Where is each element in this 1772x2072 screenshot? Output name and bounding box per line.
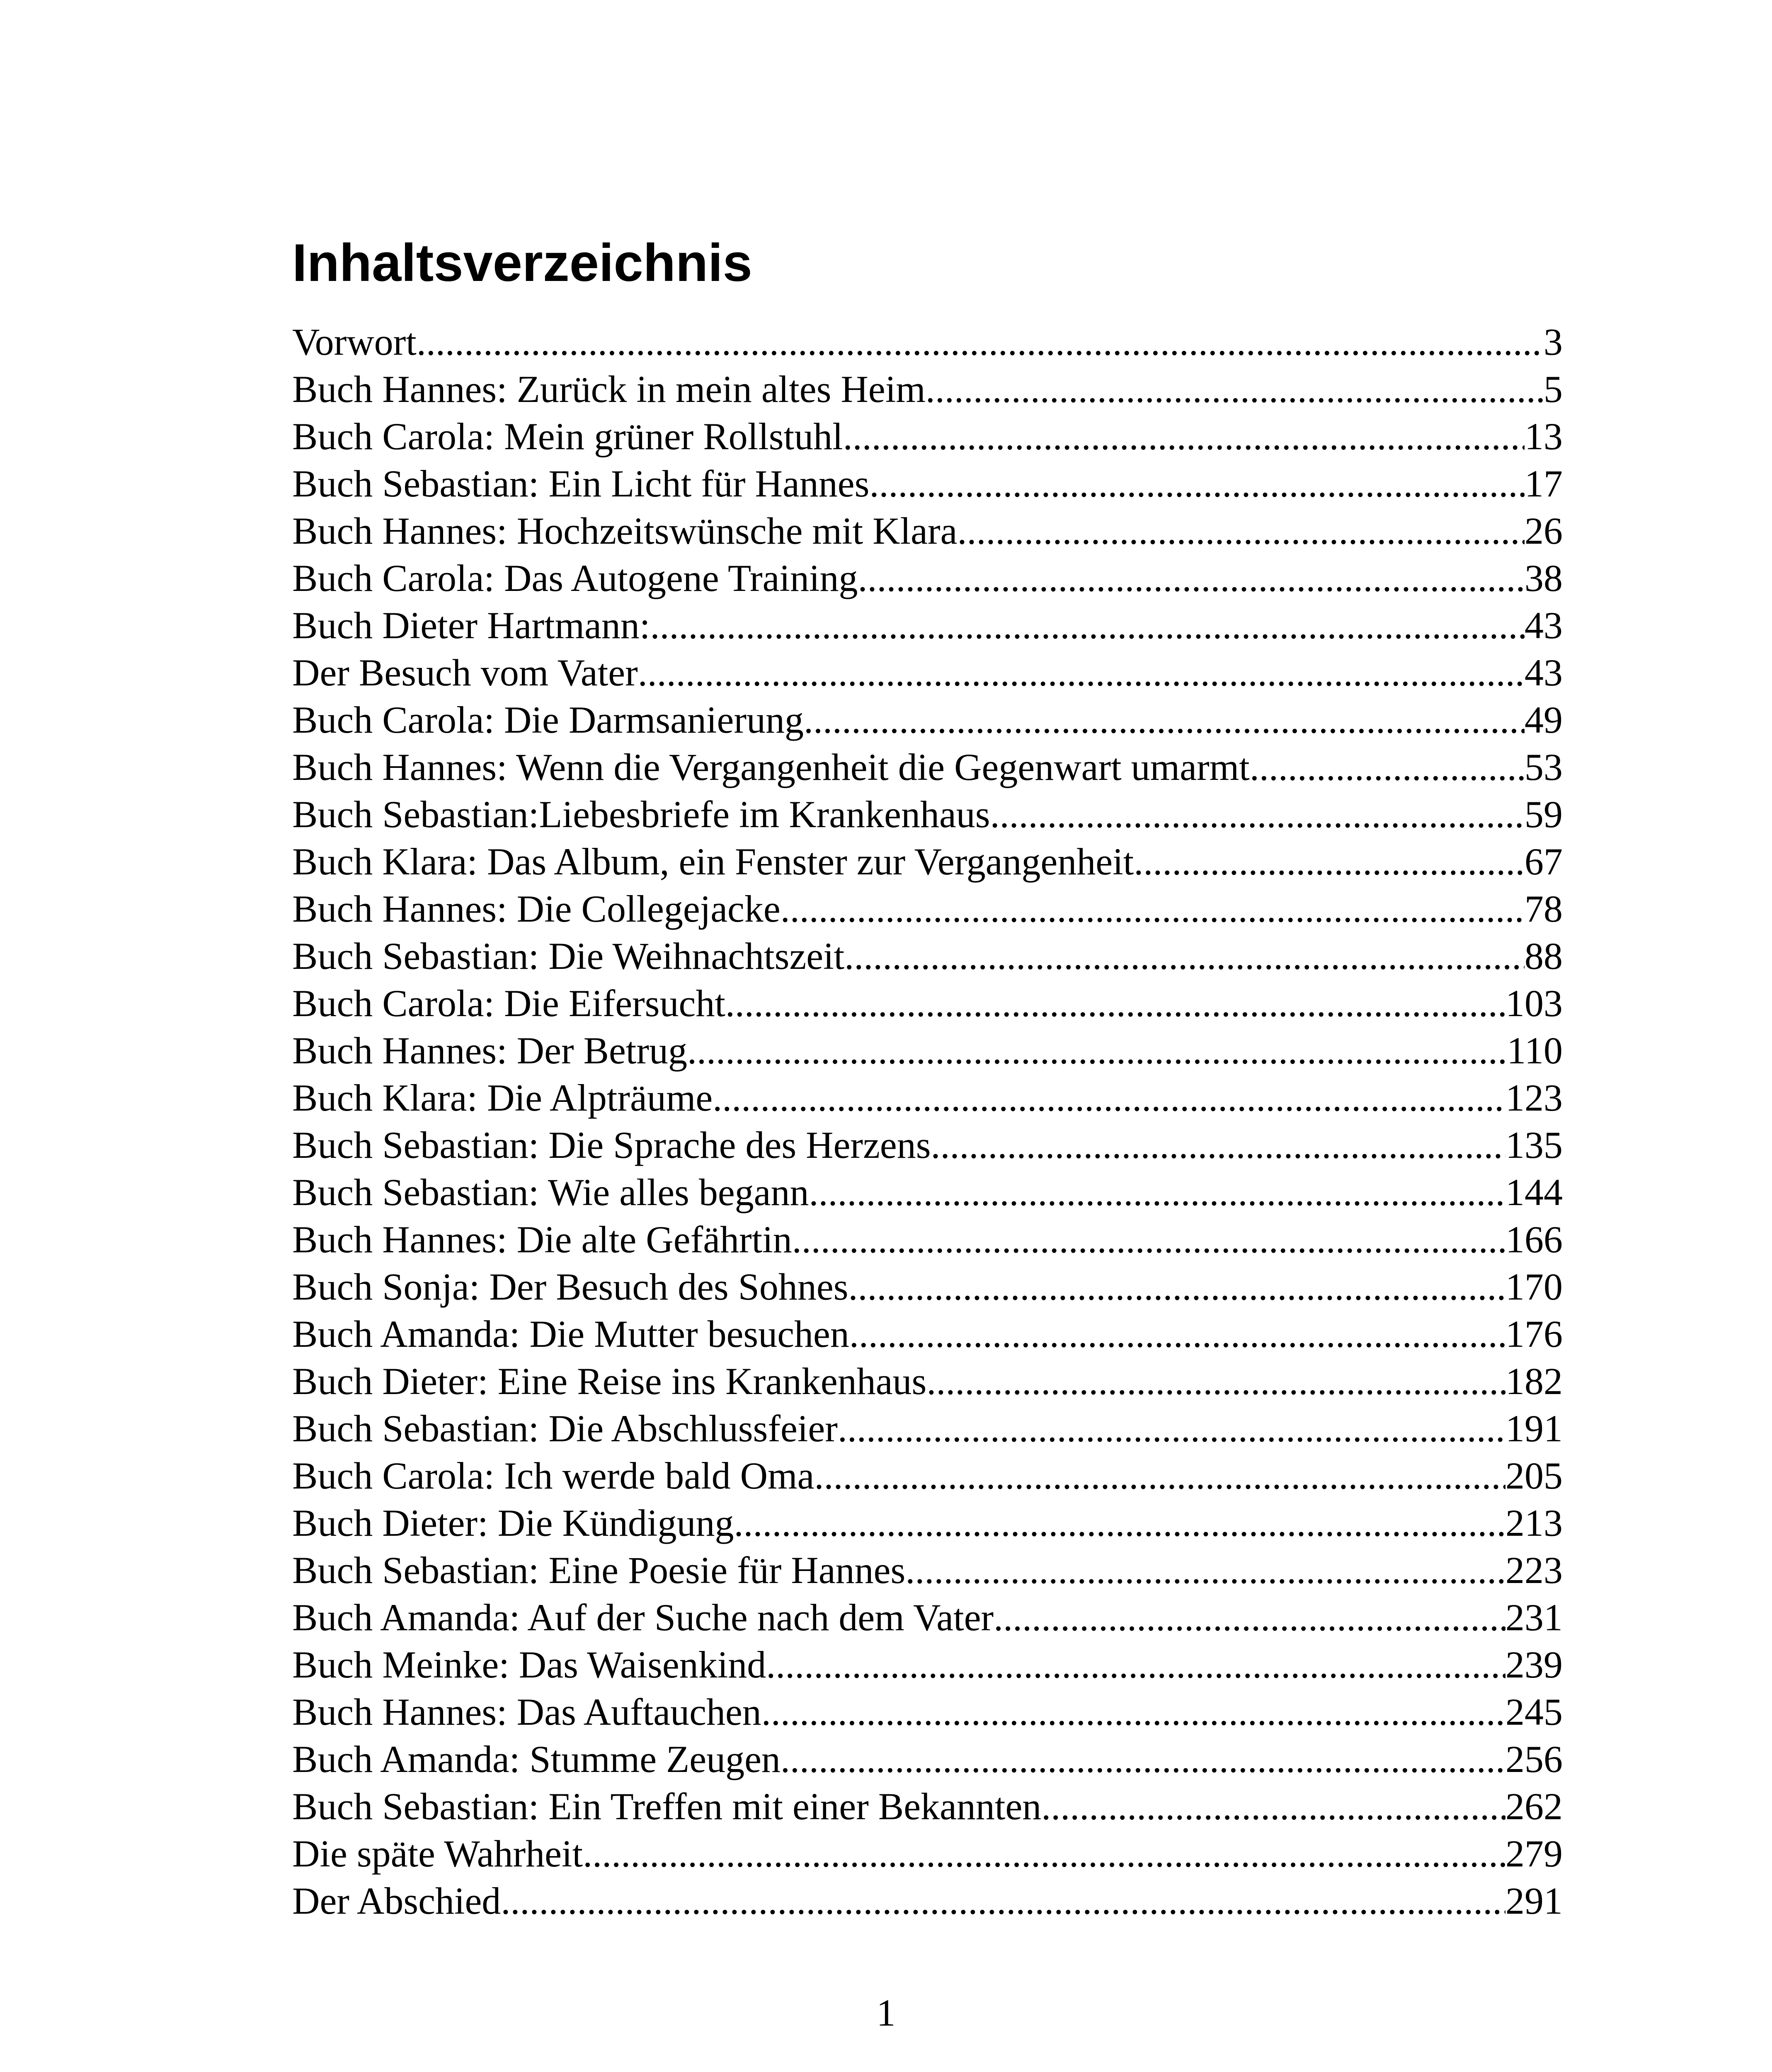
toc-entry-page-number: 205 bbox=[1505, 1455, 1563, 1497]
toc-dot-leader bbox=[814, 1452, 1505, 1499]
toc-entry[interactable] bbox=[292, 1074, 1563, 1121]
toc-entry-page-number: 144 bbox=[1505, 1171, 1563, 1213]
toc-entry-label: Der Abschied bbox=[292, 1880, 501, 1922]
toc-entry[interactable] bbox=[292, 318, 1563, 366]
toc-entry[interactable] bbox=[292, 1216, 1563, 1263]
toc-entry-label: Buch Hannes: Die Collegejacke bbox=[292, 888, 781, 930]
toc-dot-leader bbox=[931, 1121, 1505, 1169]
toc-entry-page-number: 78 bbox=[1525, 888, 1563, 930]
toc-entry-page-number: 43 bbox=[1525, 651, 1563, 694]
toc-entry[interactable] bbox=[292, 1263, 1563, 1310]
toc-dot-leader bbox=[583, 1830, 1505, 1877]
toc-entry-label: Buch Dieter: Eine Reise ins Krankenhaus bbox=[292, 1360, 927, 1402]
toc-entry-page-number: 135 bbox=[1505, 1124, 1563, 1166]
toc-dot-leader bbox=[858, 554, 1525, 602]
toc-entry-page-number: 191 bbox=[1505, 1407, 1563, 1450]
toc-entry-page-number: 53 bbox=[1525, 746, 1563, 788]
toc-dot-leader bbox=[781, 885, 1525, 932]
page-number: 1 bbox=[876, 1992, 896, 2034]
toc-dot-leader bbox=[926, 366, 1544, 413]
toc-entry-label: Buch Sebastian: Die Weihnachtszeit bbox=[292, 935, 845, 977]
toc-dot-leader bbox=[734, 1499, 1505, 1547]
toc-dot-leader bbox=[713, 1074, 1505, 1121]
toc-entry-page-number: 38 bbox=[1525, 557, 1563, 599]
toc-entry-page-number: 245 bbox=[1505, 1691, 1563, 1733]
toc-entry[interactable] bbox=[292, 1027, 1563, 1074]
toc-entry-label: Buch Hannes: Zurück in mein altes Heim bbox=[292, 368, 926, 410]
toc-entry-label: Buch Amanda: Stumme Zeugen bbox=[292, 1738, 781, 1780]
page-title: Inhaltsverzeichnis bbox=[292, 233, 752, 293]
toc-entry[interactable] bbox=[292, 1310, 1563, 1358]
toc-entry-page-number: 166 bbox=[1505, 1218, 1563, 1261]
toc-entry-label: Vorwort bbox=[292, 321, 417, 363]
toc-dot-leader bbox=[990, 791, 1525, 838]
toc-dot-leader bbox=[766, 1641, 1505, 1688]
toc-entry-label: Buch Hannes: Hochzeitswünsche mit Klara bbox=[292, 510, 958, 552]
toc-entry[interactable] bbox=[292, 554, 1563, 602]
toc-entry[interactable] bbox=[292, 1169, 1563, 1216]
toc-entry-label: Buch Amanda: Die Mutter besuchen bbox=[292, 1313, 849, 1355]
toc-entry[interactable] bbox=[292, 1547, 1563, 1594]
toc-dot-leader bbox=[1134, 838, 1525, 885]
toc-entry-label: Buch Sebastian: Ein Treffen mit einer Bekannten bbox=[292, 1785, 1042, 1828]
toc-dot-leader bbox=[849, 1310, 1505, 1358]
toc-dot-leader bbox=[1250, 743, 1525, 791]
toc-entry[interactable] bbox=[292, 649, 1563, 696]
toc-entry-page-number: 26 bbox=[1525, 510, 1563, 552]
toc-dot-leader bbox=[843, 413, 1525, 460]
toc-entry-label: Buch Amanda: Auf der Suche nach dem Vater bbox=[292, 1596, 994, 1639]
toc-entry-page-number: 88 bbox=[1525, 935, 1563, 977]
toc-entry-page-number: 231 bbox=[1505, 1596, 1563, 1639]
toc-entry[interactable] bbox=[292, 366, 1563, 413]
toc-entry-page-number: 110 bbox=[1507, 1029, 1563, 1072]
toc-entry-label: Buch Klara: Das Album, ein Fenster zur Vergangenheit bbox=[292, 840, 1134, 883]
toc-dot-leader bbox=[687, 1027, 1507, 1074]
toc-entry-label: Buch Hannes: Die alte Gefährtin bbox=[292, 1218, 792, 1261]
toc-entry-label: Buch Hannes: Das Auftauchen bbox=[292, 1691, 761, 1733]
toc-entry-label: Buch Sonja: Der Besuch des Sohnes bbox=[292, 1266, 848, 1308]
toc-entry-page-number: 213 bbox=[1505, 1502, 1563, 1544]
toc-entry-label: Buch Dieter Hartmann: bbox=[292, 604, 650, 646]
toc-entry-page-number: 67 bbox=[1525, 840, 1563, 883]
toc-entry[interactable] bbox=[292, 1358, 1563, 1405]
toc-entry[interactable] bbox=[292, 1830, 1563, 1877]
toc-entry-label: Buch Hannes: Wenn die Vergangenheit die Gegenwart umarmt bbox=[292, 746, 1250, 788]
toc-entry[interactable] bbox=[292, 696, 1563, 743]
toc-entry-label: Buch Klara: Die Alpträume bbox=[292, 1077, 713, 1119]
toc-entry[interactable] bbox=[292, 791, 1563, 838]
toc-entry-page-number: 13 bbox=[1525, 415, 1563, 457]
toc-dot-leader bbox=[1041, 1783, 1505, 1830]
toc-entry[interactable] bbox=[292, 1688, 1563, 1736]
toc-entry[interactable] bbox=[292, 413, 1563, 460]
toc-entry-page-number: 239 bbox=[1505, 1644, 1563, 1686]
toc-entry[interactable] bbox=[292, 1877, 1563, 1924]
toc-entry-page-number: 182 bbox=[1505, 1360, 1563, 1402]
toc-entry-page-number: 123 bbox=[1505, 1077, 1563, 1119]
toc-entry-page-number: 256 bbox=[1505, 1738, 1563, 1780]
toc-entry-page-number: 262 bbox=[1505, 1785, 1563, 1828]
toc-entry[interactable] bbox=[292, 507, 1563, 554]
toc-dot-leader bbox=[844, 932, 1525, 980]
toc-entry-label: Buch Carola: Ich werde bald Oma bbox=[292, 1455, 814, 1497]
toc-entry[interactable] bbox=[292, 743, 1563, 791]
toc-entry-page-number: 17 bbox=[1525, 462, 1563, 505]
toc-entry-label: Buch Hannes: Der Betrug bbox=[292, 1029, 687, 1072]
toc-entry-page-number: 170 bbox=[1505, 1266, 1563, 1308]
toc-entry-label: Die späte Wahrheit bbox=[292, 1832, 583, 1875]
toc-entry-label: Buch Sebastian: Die Sprache des Herzens bbox=[292, 1124, 931, 1166]
toc-dot-leader bbox=[994, 1594, 1505, 1641]
toc-dot-leader bbox=[905, 1547, 1505, 1594]
toc-entry-page-number: 49 bbox=[1525, 699, 1563, 741]
toc-entry-label: Buch Carola: Mein grüner Rollstuhl bbox=[292, 415, 843, 457]
toc-entry[interactable] bbox=[292, 1405, 1563, 1452]
toc-dot-leader bbox=[650, 602, 1525, 649]
toc-entry-label: Der Besuch vom Vater bbox=[292, 651, 638, 694]
toc-entry-page-number: 59 bbox=[1525, 793, 1563, 835]
toc-entry-label: Buch Carola: Die Darmsanierung bbox=[292, 699, 804, 741]
toc-entry-label: Buch Sebastian: Ein Licht für Hannes bbox=[292, 462, 870, 505]
toc-entry-page-number: 176 bbox=[1505, 1313, 1563, 1355]
toc-entry-label: Buch Carola: Die Eifersucht bbox=[292, 982, 725, 1024]
toc-dot-leader bbox=[848, 1263, 1505, 1310]
toc-entry[interactable] bbox=[292, 885, 1563, 932]
toc-dot-leader bbox=[809, 1169, 1506, 1216]
toc-entry-page-number: 223 bbox=[1505, 1549, 1563, 1591]
toc-entry-label: Buch Sebastian: Wie alles begann bbox=[292, 1171, 809, 1213]
toc-dot-leader bbox=[501, 1877, 1505, 1924]
toc-dot-leader bbox=[838, 1405, 1505, 1452]
toc-dot-leader bbox=[957, 507, 1525, 554]
toc-entry[interactable] bbox=[292, 932, 1563, 980]
toc-dot-leader bbox=[761, 1688, 1505, 1736]
toc-entry[interactable] bbox=[292, 838, 1563, 885]
toc-entry-label: Buch Sebastian: Die Abschlussfeier bbox=[292, 1407, 838, 1450]
toc-entry-label: Buch Meinke: Das Waisenkind bbox=[292, 1644, 766, 1686]
toc-entry[interactable] bbox=[292, 980, 1563, 1027]
toc-entry[interactable] bbox=[292, 1641, 1563, 1688]
toc-entry-page-number: 5 bbox=[1544, 368, 1563, 410]
toc-entry-label: Buch Sebastian:Liebesbriefe im Krankenhaus bbox=[292, 793, 990, 835]
toc-entry[interactable] bbox=[292, 1121, 1563, 1169]
toc-entry[interactable] bbox=[292, 1452, 1563, 1499]
toc-entry-page-number: 103 bbox=[1505, 982, 1563, 1024]
toc-entry[interactable] bbox=[292, 1499, 1563, 1547]
table-of-contents bbox=[292, 318, 1563, 1924]
toc-dot-leader bbox=[869, 460, 1525, 507]
toc-entry[interactable] bbox=[292, 1783, 1563, 1830]
toc-entry[interactable] bbox=[292, 1594, 1563, 1641]
toc-dot-leader bbox=[725, 980, 1505, 1027]
toc-entry-page-number: 43 bbox=[1525, 604, 1563, 646]
toc-entry-page-number: 279 bbox=[1505, 1832, 1563, 1875]
toc-entry-page-number: 3 bbox=[1544, 321, 1563, 363]
toc-entry[interactable] bbox=[292, 1736, 1563, 1783]
toc-entry-label: Buch Dieter: Die Kündigung bbox=[292, 1502, 734, 1544]
toc-dot-leader bbox=[792, 1216, 1505, 1263]
toc-entry[interactable] bbox=[292, 602, 1563, 649]
toc-dot-leader bbox=[804, 696, 1525, 743]
toc-dot-leader bbox=[638, 649, 1525, 696]
toc-dot-leader bbox=[926, 1358, 1505, 1405]
toc-dot-leader bbox=[781, 1736, 1505, 1783]
toc-entry-label: Buch Sebastian: Eine Poesie für Hannes bbox=[292, 1549, 906, 1591]
toc-entry-page-number: 291 bbox=[1505, 1880, 1563, 1922]
toc-entry[interactable] bbox=[292, 460, 1563, 507]
toc-dot-leader bbox=[417, 318, 1544, 366]
toc-entry-label: Buch Carola: Das Autogene Training bbox=[292, 557, 858, 599]
